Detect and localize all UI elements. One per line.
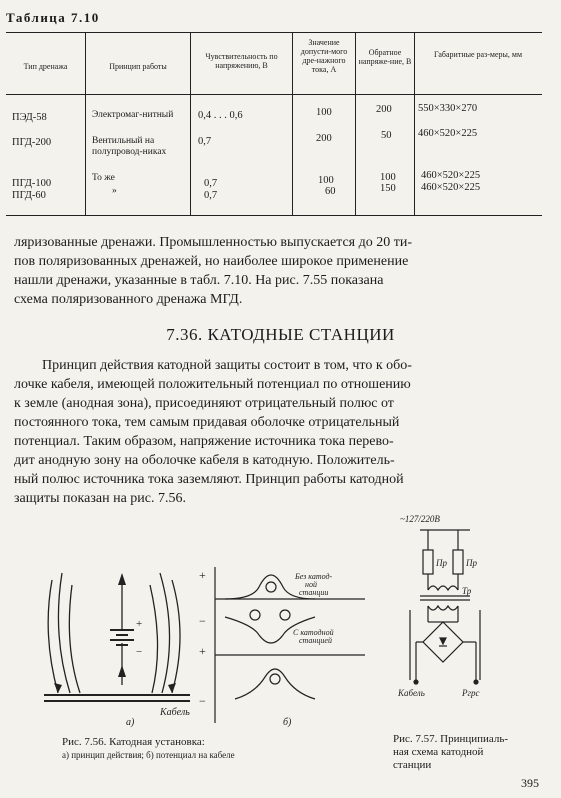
label-a: а) xyxy=(126,717,135,728)
header-type: Тип дренажа xyxy=(23,62,68,71)
text-line: дит анодную зону на оболочке кабеля в катодную. Положитель- xyxy=(14,453,395,468)
table-cell-sensitivity: 0,4 . . . 0,6 xyxy=(198,110,243,121)
transformer-label: Тр xyxy=(462,586,472,596)
without-station-label: ной xyxy=(305,580,317,589)
caption-line: станции xyxy=(393,759,432,771)
fuse-label: Пр xyxy=(466,558,477,568)
table-cell-principle: Вентильный на полупровод-никах xyxy=(92,136,167,157)
table-cell-sensitivity: 0,7 xyxy=(204,178,218,189)
paragraph-cathodic xyxy=(14,356,544,508)
without-station-label: станции xyxy=(299,588,329,597)
text-line: пов поляризованных дренажей, но наиболее широкое применение xyxy=(14,254,409,269)
axis-plus: + xyxy=(199,644,206,658)
paragraph-drainage xyxy=(14,233,544,309)
text-line: схема поляризованного дренажа МГД. xyxy=(14,292,243,307)
header-current: Значение допусти-мого дре-нажного тока, А xyxy=(300,38,348,74)
minus-sign: − xyxy=(136,646,143,658)
text-line: нашли дренажи, указанные в табл. 7.10. На рис. 7.55 показана xyxy=(14,273,384,288)
table-cell-current: 60 xyxy=(325,186,336,197)
table-cell-dims: 460×520×225 xyxy=(421,182,481,193)
without-station-label: Без катод- xyxy=(295,572,333,581)
table-cell-reverse: 150 xyxy=(380,183,396,194)
table-cell-type: ПГД-200 xyxy=(12,137,52,148)
table-cell-current: 100 xyxy=(316,107,332,118)
ground-terminal-label: Ргрс xyxy=(462,688,480,698)
figure-7-56a-diagram xyxy=(40,565,200,730)
text-line: постоянного тока, тем самым придавая оболочке отрицательный xyxy=(14,415,400,430)
figure-7-56-caption xyxy=(62,736,235,762)
header-sensitivity: Чувствительность по напряжению, В xyxy=(205,52,278,70)
section-heading: 7.36. КАТОДНЫЕ СТАНЦИИ xyxy=(166,325,395,344)
page-number: 395 xyxy=(521,776,539,790)
table-cell-principle: Электромаг-нитный xyxy=(92,110,174,120)
table-cell-reverse: 100 xyxy=(380,172,396,183)
text-line: Принцип действия катодной защиты состоит в том, что к обо- xyxy=(42,358,412,373)
caption-title: Рис. 7.56. Катодная установка: xyxy=(62,736,205,748)
table-cell-type: ПГД-100 xyxy=(12,178,52,189)
table-cell-sensitivity: 0,7 xyxy=(198,136,212,147)
caption-line: Рис. 7.57. Принципиаль- xyxy=(393,733,509,745)
col-divider xyxy=(190,32,191,215)
fuse-label: Пр xyxy=(436,558,447,568)
table-bottom-rule xyxy=(6,215,542,216)
table-cell-dims: 460×520×225 xyxy=(421,170,481,181)
figure-7-56b-diagram xyxy=(195,565,370,730)
header-reverse: Обратное напряже-ние, В xyxy=(358,48,412,66)
table-cell-type: ПГД-60 xyxy=(12,190,46,201)
text-line: ный полюс источника тока заземляют. Принцип работы катодной xyxy=(14,472,404,487)
table-cell-current: 200 xyxy=(316,133,332,144)
voltage-label: ~127/220В xyxy=(400,514,440,524)
text-line: к земле (анодная зона), присоединяют отрицательный полюс от xyxy=(14,396,394,411)
caption-subtitle: а) принцип действия; б) потенциал на кабеле xyxy=(62,750,235,760)
table-top-rule xyxy=(6,32,542,33)
table-cell-current: 100 xyxy=(318,175,334,186)
table-cell-dims: 460×520×225 xyxy=(418,128,478,139)
table-cell-reverse: 50 xyxy=(381,130,392,141)
with-station-label: станцией xyxy=(299,636,332,645)
caption-line: ная схема катодной xyxy=(393,746,484,758)
axis-minus: − xyxy=(199,694,206,708)
text-line: потенциал. Таким образом, напряжение источника тока перево- xyxy=(14,434,394,449)
text-line: защиты показан на рис. 7.56. xyxy=(14,491,186,506)
figure-7-57-diagram xyxy=(390,510,550,730)
table-title: Таблица 7.10 xyxy=(6,10,100,25)
table-cell-principle: » xyxy=(112,186,117,196)
col-divider xyxy=(414,32,415,215)
table-header-rule xyxy=(6,94,542,95)
table-cell-dims: 550×330×270 xyxy=(418,103,478,114)
col-divider xyxy=(85,32,86,215)
figure-7-57-caption xyxy=(393,733,553,772)
table-cell-type: ПЭД-58 xyxy=(12,112,47,123)
plus-sign: + xyxy=(136,618,143,630)
col-divider xyxy=(355,32,356,215)
col-divider xyxy=(292,32,293,215)
cable-label: Кабель xyxy=(160,707,190,718)
header-principle: Принцип работы xyxy=(109,62,167,71)
axis-plus: + xyxy=(199,568,206,582)
axis-minus: − xyxy=(199,614,206,628)
header-dims: Габаритные раз-меры, мм xyxy=(433,50,523,59)
table-cell-sensitivity: 0,7 xyxy=(204,190,218,201)
table-cell-reverse: 200 xyxy=(376,104,392,115)
text-line: лочке кабеля, имеющей положительный потенциал по отношению xyxy=(14,377,411,392)
with-station-label: С катодной xyxy=(293,628,334,637)
table-cell-principle: То же xyxy=(92,173,115,183)
label-b: б) xyxy=(283,717,292,728)
text-line: ляризованные дренажи. Промышленностью выпускается до 20 ти- xyxy=(14,235,412,250)
cable-terminal-label: Кабель xyxy=(398,688,425,698)
